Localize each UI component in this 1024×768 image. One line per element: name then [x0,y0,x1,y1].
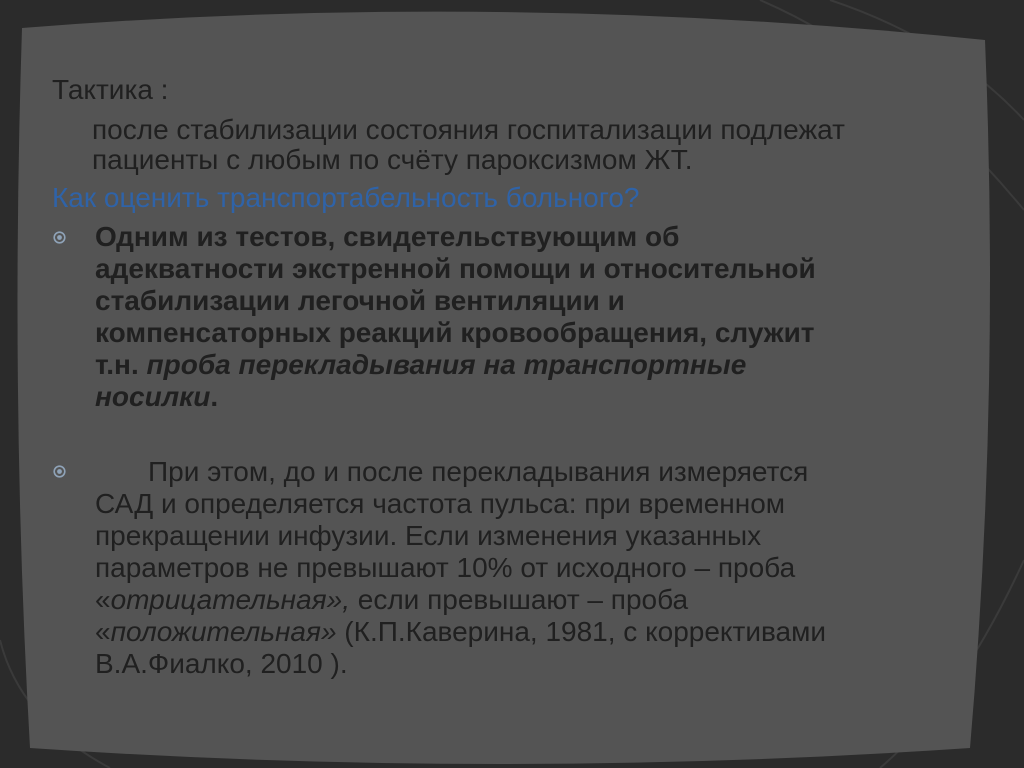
intro-line-2: пациенты с любым по счёту пароксизмом ЖТ. [92,144,693,175]
bullet1-term-part1: проба перекладывания на транспортные [146,349,747,380]
bullet1-line-4: компенсаторных реакций кровообращения, служит [95,317,815,348]
quote-open: « [95,616,111,647]
intro-line-1: после стабилизации состояния госпитализации подлежат [92,114,845,145]
heading: Тактика : [52,74,169,105]
bullet2-line-4: параметров не превышают 10% от исходного – проба [95,552,796,583]
bullet1-period: . [210,381,219,412]
bullet1-line-3: стабилизации легочной вентиляции и [95,285,625,316]
bullet2-line-3: прекращении инфузии. Если изменения указанных [95,520,762,551]
bullet2-line-5 [95,584,688,616]
question: Как оценить транспортабельность больного? [52,182,640,213]
bullet1-line-6 [95,381,218,413]
circled-dot-icon [53,231,66,244]
quote-open: « [95,584,111,615]
bullet1-line-5 [95,349,746,381]
bullet1-line-1: Одним из тестов, свидетельствующим об [95,221,680,252]
bullet2-line5-rest: если превышают – проба [349,584,689,615]
negative-result-term: отрицательная», [110,584,350,615]
bullet2-line-2: САД и определяется частота пульса: при временном [95,488,786,519]
bullet2-line-1: При этом, до и после перекладывания измеряется [148,456,809,487]
bullet2-line-7: В.А.Фиалко, 2010 ). [95,648,348,679]
bullet1-term-part2: носилки [95,381,211,412]
bullet1-prefix: т.н. [95,349,147,380]
bullet1-line-2: адекватности экстренной помощи и относительной [95,253,816,284]
circled-dot-icon [53,465,66,478]
bullet2-line-6 [95,616,826,648]
bullet2-line6-rest: (К.П.Каверина, 1981, с коррективами [336,616,826,647]
positive-result-term: положительная» [110,616,337,647]
